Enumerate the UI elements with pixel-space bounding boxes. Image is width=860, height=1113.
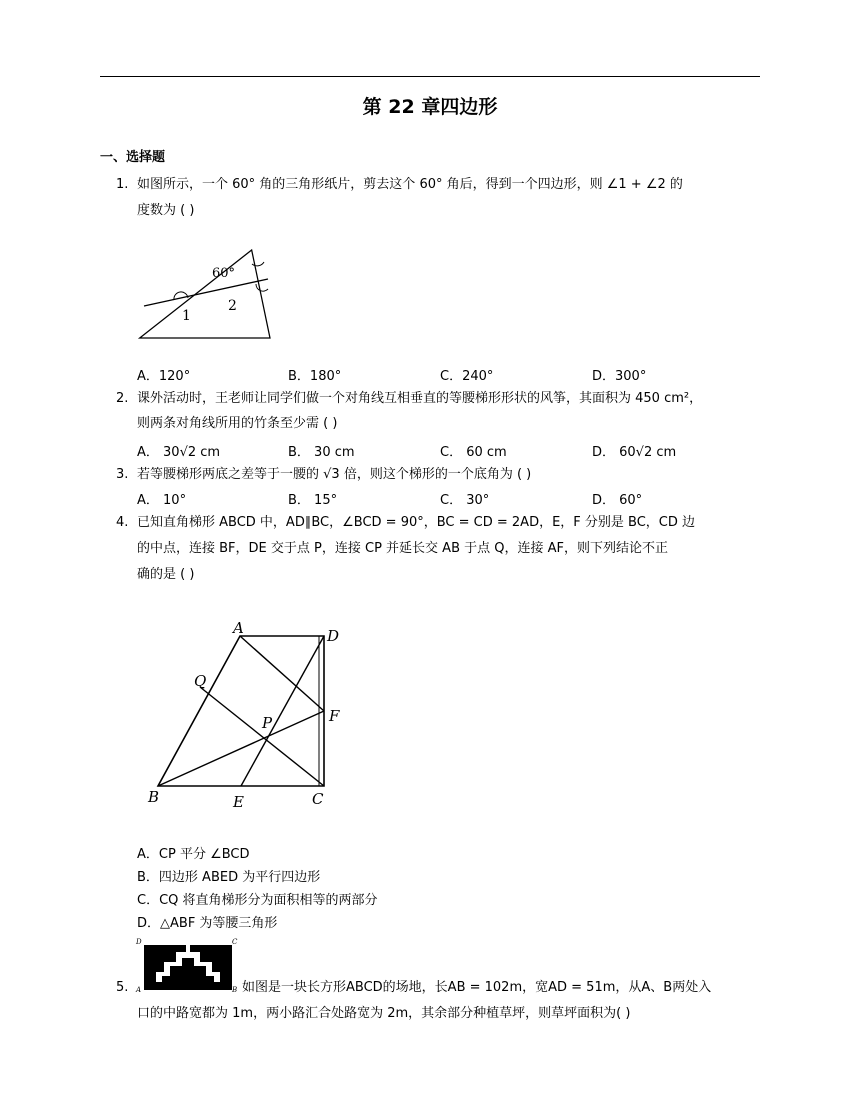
q1-text-line1: 如图所示，一个 60° 角的三角形纸片，剪去这个 60° 角后，得到一个四边形，则 ∠1 + ∠2 的 — [137, 177, 683, 192]
q1-option-c[interactable]: C．240° — [440, 369, 494, 384]
q1-fig-label-1: 1 — [182, 308, 191, 324]
q4-text-line3: 确的是 ( ) — [137, 567, 195, 582]
q4-number: 4. — [116, 515, 129, 530]
q3-option-a[interactable]: A． 10° — [137, 493, 187, 508]
q1-figure — [136, 244, 276, 344]
q4-fig-label-c: C — [312, 790, 324, 808]
q1-option-b[interactable]: B．180° — [288, 369, 342, 384]
section-heading: 一、选择题 — [100, 150, 166, 165]
q4-option-c[interactable]: C．CQ 将直角梯形分为面积相等的两部分 — [137, 893, 378, 908]
q5-text-line1: 如图是一块长方形ABCD的场地，长AB = 102m，宽AD = 51m，从A、B两处入 — [242, 980, 712, 995]
q5-fig-label-d: D — [136, 938, 142, 946]
q4-fig-label-p: P — [262, 714, 273, 732]
q4-fig-label-d: D — [327, 627, 340, 645]
q4-figure — [140, 615, 360, 810]
q5-fig-label-b: B — [232, 986, 238, 994]
q4-fig-label-a: A — [233, 619, 244, 637]
q2-number: 2. — [116, 391, 129, 406]
q2-option-b[interactable]: B． 30 cm — [288, 445, 355, 460]
q5-text-line2: 口的中路宽都为 1m，两小路汇合处路宽为 2m，其余部分种植草坪，则草坪面积为( ) — [137, 1006, 631, 1021]
q4-option-a[interactable]: A．CP 平分 ∠BCD — [137, 847, 250, 862]
q4-text-line2: 的中点，连接 BF，DE 交于点 P，连接 CP 并延长交 AB 于点 Q，连接 AF，则下列结论不正 — [137, 541, 668, 556]
q5-fig-label-a: A — [136, 986, 142, 994]
q1-number: 1. — [116, 177, 129, 192]
q5-fig-label-c: C — [232, 938, 238, 946]
header-rule — [100, 76, 760, 77]
q4-fig-label-q: Q — [194, 672, 207, 690]
q1-fig-label-2: 2 — [228, 298, 237, 314]
q5-number: 5. — [116, 980, 129, 995]
q3-option-d[interactable]: D． 60° — [592, 493, 643, 508]
page-title: 第 22 章四边形 — [362, 96, 498, 118]
q2-option-d[interactable]: D． 60√2 cm — [592, 445, 677, 460]
q3-option-b[interactable]: B． 15° — [288, 493, 338, 508]
q2-option-a[interactable]: A． 30√2 cm — [137, 445, 221, 460]
q3-number: 3. — [116, 467, 129, 482]
q4-option-d[interactable]: D．△ABF 为等腰三角形 — [137, 916, 278, 931]
q4-fig-label-f: F — [329, 707, 340, 725]
q2-option-c[interactable]: C． 60 cm — [440, 445, 507, 460]
q4-text-line1: 已知直角梯形 ABCD 中，AD∥BC，∠BCD = 90°，BC = CD = 2AD，E，F 分别是 BC，CD 边 — [137, 515, 696, 530]
q4-fig-label-e: E — [233, 793, 244, 810]
q3-option-c[interactable]: C． 30° — [440, 493, 490, 508]
q2-text-line1: 课外活动时，王老师让同学们做一个对角线互相垂直的等腰梯形形状的风筝，其面积为 450 cm²， — [137, 391, 703, 406]
q4-option-b[interactable]: B．四边形 ABED 为平行四边形 — [137, 870, 321, 885]
q1-option-a[interactable]: A．120° — [137, 369, 191, 384]
q2-text-line2: 则两条对角线所用的竹条至少需 ( ) — [137, 416, 338, 431]
q4-fig-label-b: B — [148, 788, 160, 806]
q1-text-line2: 度数为 ( ) — [137, 203, 195, 218]
q1-option-d[interactable]: D．300° — [592, 369, 647, 384]
q1-fig-angle-label: 60° — [212, 266, 236, 281]
q3-text-line1: 若等腰梯形两底之差等于一腰的 √3 倍，则这个梯形的一个底角为 ( ) — [137, 467, 532, 482]
q5-figure — [134, 934, 244, 996]
